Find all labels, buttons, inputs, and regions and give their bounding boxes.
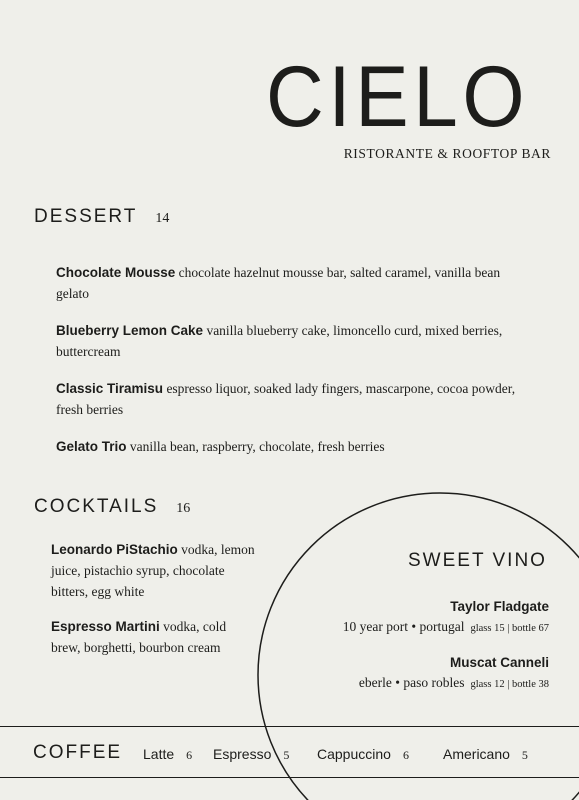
wine-name: Taylor Fladgate: [450, 599, 549, 614]
dessert-item-desc: espresso liquor, soaked lady fingers, mascarpone, cocoa powder, fresh berries: [56, 381, 516, 417]
coffee-title: COFFEE: [33, 742, 123, 763]
coffee-item-name: Cappuccino: [317, 746, 391, 762]
dessert-item-desc: vanilla bean, raspberry, chocolate, fresh berries: [129, 439, 385, 454]
coffee-item: [443, 746, 528, 763]
brand-logo-text: CIELO: [266, 49, 530, 145]
dessert-item-desc: vanilla blueberry cake, limoncello curd, mixed berries, buttercream: [56, 323, 503, 359]
coffee-item-price: 5: [283, 748, 290, 762]
cocktails-price: 16: [176, 501, 191, 516]
dessert-item: [56, 320, 531, 362]
dessert-title: DESSERT: [34, 206, 138, 227]
dessert-item: [56, 436, 531, 457]
wine-price: glass 15 | bottle 67: [470, 623, 549, 634]
sweet-vino-title: SWEET VINO: [408, 550, 547, 571]
wine-item: [343, 597, 549, 639]
dessert-item-name: Classic Tiramisu: [56, 381, 164, 396]
dessert-item-name: Chocolate Mousse: [56, 265, 176, 280]
cocktails-title: COCKTAILS: [34, 496, 159, 517]
coffee-item-name: Americano: [443, 746, 510, 762]
wine-desc: 10 year port • portugal: [342, 619, 465, 634]
wine-desc: eberle • paso robles: [358, 675, 465, 690]
coffee-item: [213, 746, 289, 763]
coffee-item-price: 5: [521, 748, 528, 762]
wine-line: [343, 617, 549, 639]
dessert-item: [56, 378, 531, 420]
coffee-item-name: Espresso: [213, 746, 272, 762]
wine-line: [359, 673, 549, 695]
dessert-item: [56, 262, 531, 304]
dessert-header: [34, 206, 169, 228]
cocktail-item-desc: vodka, cold brew, borghetti, bourbon cream: [51, 619, 227, 655]
cocktail-item-name: Leonardo PiStachio: [51, 542, 178, 557]
wine-item: [359, 653, 549, 695]
cocktail-item-name: Espresso Martini: [51, 619, 160, 634]
cocktail-item: [51, 616, 256, 658]
dessert-item-name: Gelato Trio: [56, 439, 127, 454]
dessert-price: 14: [155, 211, 170, 226]
coffee-item-price: 6: [186, 748, 193, 762]
wine-name: Muscat Canneli: [449, 655, 549, 670]
wine-price: glass 12 | bottle 38: [470, 679, 549, 690]
coffee-item-price: 6: [402, 748, 409, 762]
coffee-bar: [0, 726, 579, 778]
cocktail-item: [51, 539, 256, 602]
brand-subtitle: RISTORANTE & ROOFTOP BAR: [343, 146, 551, 161]
coffee-item: [143, 746, 192, 763]
cocktail-item-desc: vodka, lemon juice, pistachio syrup, chocolate bitters, egg white: [51, 542, 255, 599]
dessert-item-desc: chocolate hazelnut mousse bar, salted caramel, vanilla bean gelato: [56, 265, 501, 301]
dessert-item-name: Blueberry Lemon Cake: [56, 323, 204, 338]
coffee-item-name: Latte: [143, 746, 175, 762]
coffee-item: [317, 746, 409, 763]
cocktails-header: [34, 496, 190, 518]
